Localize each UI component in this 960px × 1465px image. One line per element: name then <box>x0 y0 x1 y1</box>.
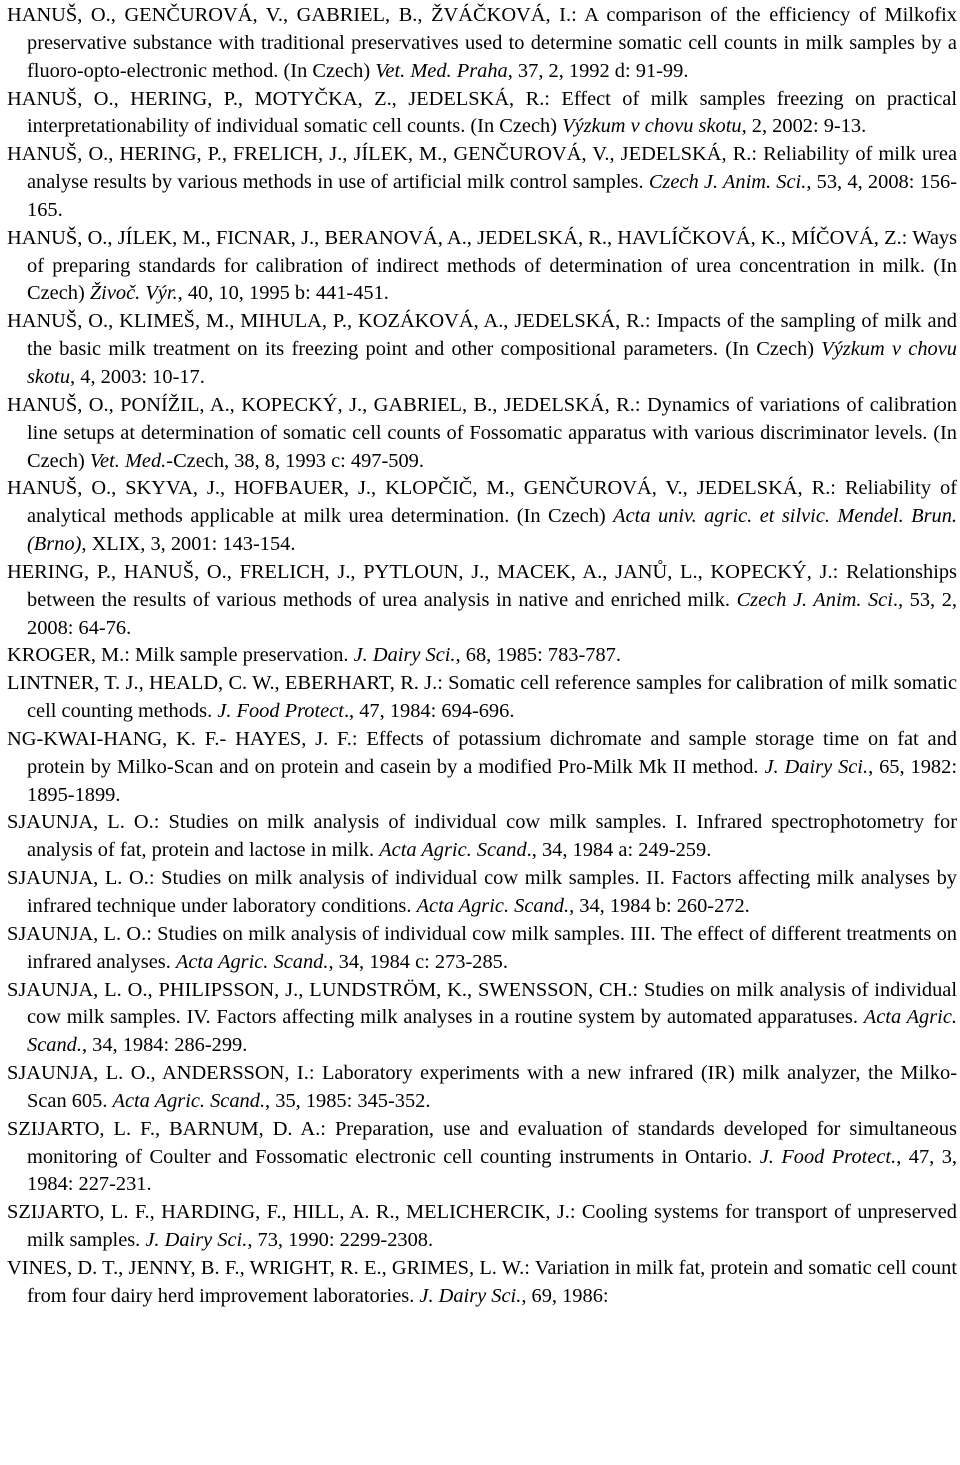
reference-entry <box>7 977 957 1061</box>
reference-details: ., 53, 2, 2008: 64-76. <box>27 588 957 639</box>
reference-entry <box>7 475 957 559</box>
reference-text: SZIJARTO, L. F., BARNUM, D. A.: Preparation, use and evaluation of standards developed for simultaneous monitoring of Coulter and Fossomatic electronic cell counting instruments in Ontario. <box>7 1117 957 1168</box>
reference-entry <box>7 726 957 810</box>
reference-entry <box>7 225 957 309</box>
journal-name: Czech J. Anim. Sci <box>736 588 893 611</box>
journal-name: Výzkum v chovu skotu <box>562 115 742 138</box>
reference-entry <box>7 308 957 392</box>
journal-name: Acta univ. agric. et silvic. Mendel. Brun. (Brno) <box>27 505 957 556</box>
reference-text: HANUŠ, O., HERING, P., FRELICH, J., JÍLEK, M., GENČUROVÁ, V., JEDELSKÁ, R.: Reliability of milk urea analyse results by various methods in use of artificial milk control samples. <box>7 143 957 194</box>
reference-entry <box>7 141 957 225</box>
reference-text: KROGER, M.: Milk sample preservation. <box>7 644 354 667</box>
reference-details: ., 34, 1984 a: 249-259. <box>526 839 712 862</box>
reference-details: , 35, 1985: 345-352. <box>265 1089 431 1112</box>
reference-entry <box>7 1255 957 1311</box>
reference-details: , 37, 2, 1992 d: 91-99. <box>507 59 689 82</box>
journal-name: Acta Agric. Scand. <box>175 950 329 973</box>
journal-name: Acta Agric. Scand. <box>416 895 570 917</box>
reference-details: , 47, 3, 1984: 227-231. <box>27 1145 957 1196</box>
journal-name: J. Dairy Sci. <box>419 1284 522 1307</box>
reference-details: , 34, 1984 b: 260-272. <box>569 895 750 917</box>
journal-name: Výzkum v chovu skotu <box>27 338 957 388</box>
reference-text: HANUŠ, O., JÍLEK, M., FICNAR, J., BERANOVÁ, A., JEDELSKÁ, R., HAVLÍČKOVÁ, K., MÍČOVÁ, Z.: Ways of preparing standards for calibration of indirect methods of determination of urea concentration in milk. (In Czech) <box>7 226 957 305</box>
journal-name: Acta Agric. Scand. <box>27 1006 957 1057</box>
reference-text: HERING, P., HANUŠ, O., FRELICH, J., PYTLOUN, J., MACEK, A., JANŮ, L., KOPECKÝ, J.: Relationships between the results of various methods of urea analysis in native and enriched milk. <box>7 560 957 611</box>
reference-text: SJAUNJA, L. O.: Studies on milk analysis of individual cow milk samples. II. Factors affecting milk analyses by infrared technique under laboratory conditions. <box>7 867 957 917</box>
reference-entry <box>7 1116 957 1200</box>
reference-entry <box>7 2 957 86</box>
journal-name: Vet. Med. Praha <box>375 59 508 82</box>
reference-details: , 73, 1990: 2299-2308. <box>247 1229 434 1252</box>
journal-name: J. Food Protect. <box>759 1145 897 1168</box>
journal-name: Vet. Med. <box>89 449 167 472</box>
reference-details: , 34, 1984 c: 273-285. <box>328 950 508 973</box>
reference-text: NG-KWAI-HANG, K. F.- HAYES, J. F.: Effects of potassium dichromate and sample storage time on fat and protein by Milko-Scan and on protein and casein by a modified Pro-Milk Mk II method. <box>7 727 957 778</box>
journal-name: Živoč. Výr. <box>89 282 178 305</box>
reference-details: , 68, 1985: 783-787. <box>455 644 621 667</box>
reference-details: -Czech, 38, 8, 1993 c: 497-509. <box>166 449 424 472</box>
reference-entry <box>7 642 957 670</box>
reference-text: HANUŠ, O., KLIMEŠ, M., MIHULA, P., KOZÁKOVÁ, A., JEDELSKÁ, R.: Impacts of the sampling of milk and the basic milk treatment on its freezing point and other compositional parameters. (In Czech) <box>7 310 957 361</box>
reference-entry <box>7 809 957 865</box>
reference-entry <box>7 1199 957 1255</box>
reference-text: SJAUNJA, L. O.: Studies on milk analysis of individual cow milk samples. III. The effect of different treatments on infrared analyses. <box>7 922 957 973</box>
reference-entry <box>7 921 957 977</box>
reference-text: SJAUNJA, L. O.: Studies on milk analysis of individual cow milk samples. I. Infrared spectrophotometry for analysis of fat, protein and lactose in milk. <box>7 811 957 862</box>
reference-entry <box>7 1060 957 1116</box>
reference-details: ., 47, 1984: 694-696. <box>343 700 515 723</box>
reference-text: VINES, D. T., JENNY, B. F., WRIGHT, R. E., GRIMES, L. W.: Variation in milk fat, protein and somatic cell count from four dairy herd improvement laboratories. <box>7 1256 957 1307</box>
reference-list <box>7 2 957 1311</box>
journal-name: J. Food Protect <box>217 700 344 723</box>
journal-name: J. Dairy Sci. <box>764 755 869 778</box>
reference-entry <box>7 392 957 476</box>
reference-entry <box>7 865 957 921</box>
reference-text: HANUŠ, O., HERING, P., MOTYČKA, Z., JEDELSKÁ, R.: Effect of milk samples freezing on practical interpretationability of individual somatic cell counts. (In Czech) <box>7 87 957 138</box>
reference-details: , 34, 1984: 286-299. <box>81 1034 248 1057</box>
reference-details: , 4, 2003: 10-17. <box>70 365 205 388</box>
reference-details: , XLIX, 3, 2001: 143-154. <box>81 533 296 556</box>
reference-details: , 2, 2002: 9-13. <box>741 115 867 138</box>
reference-text: LINTNER, T. J., HEALD, C. W., EBERHART, R. J.: Somatic cell reference samples for calibration of milk somatic cell counting methods. <box>7 672 957 723</box>
reference-text: SJAUNJA, L. O., ANDERSSON, I.: Laboratory experiments with a new infrared (IR) milk analyzer, the Milko-Scan 605. <box>7 1062 957 1112</box>
reference-details: , 69, 1986: <box>521 1284 609 1307</box>
reference-entry <box>7 670 957 726</box>
journal-name: J. Dairy Sci. <box>145 1229 248 1252</box>
reference-entry <box>7 559 957 643</box>
reference-text: SZIJARTO, L. F., HARDING, F., HILL, A. R., MELICHERCIK, J.: Cooling systems for transport of unpreserved milk samples. <box>7 1201 957 1252</box>
journal-name: J. Dairy Sci. <box>353 644 456 667</box>
reference-details: , 65, 1982: 1895-1899. <box>27 755 957 806</box>
reference-text: HANUŠ, O., GENČUROVÁ, V., GABRIEL, B., ŽVÁČKOVÁ, I.: A comparison of the efficiency of Milkofix preservative substance with traditional preservatives used to determine somatic cell counts in milk samples by a fluoro-opto-electronic method. (In Czech) <box>7 4 957 82</box>
reference-details: , 53, 4, 2008: 156-165. <box>27 171 957 221</box>
reference-entry <box>7 86 957 142</box>
journal-name: Acta Agric. Scand. <box>112 1089 266 1112</box>
reference-text: HANUŠ, O., SKYVA, J., HOFBAUER, J., KLOPČIČ, M., GENČUROVÁ, V., JEDELSKÁ, R.: Reliability of analytical methods applicable at milk urea determination. (In Czech) <box>7 477 957 528</box>
journal-name: Acta Agric. Scand <box>379 839 527 862</box>
journal-name: Czech J. Anim. Sci. <box>648 171 807 194</box>
reference-text: SJAUNJA, L. O., PHILIPSSON, J., LUNDSTRÖM, K., SWENSSON, CH.: Studies on milk analysis of individual cow milk samples. IV. Factors affecting milk analyses in a routine system by automated apparatuses. <box>7 978 957 1029</box>
reference-details: , 40, 10, 1995 b: 441-451. <box>177 282 389 305</box>
reference-text: HANUŠ, O., PONÍŽIL, A., KOPECKÝ, J., GABRIEL, B., JEDELSKÁ, R.: Dynamics of variations of calibration line setups at determination of somatic cell counts of Fossomatic apparatus with various discriminator levels. (In Czech) <box>7 393 957 472</box>
